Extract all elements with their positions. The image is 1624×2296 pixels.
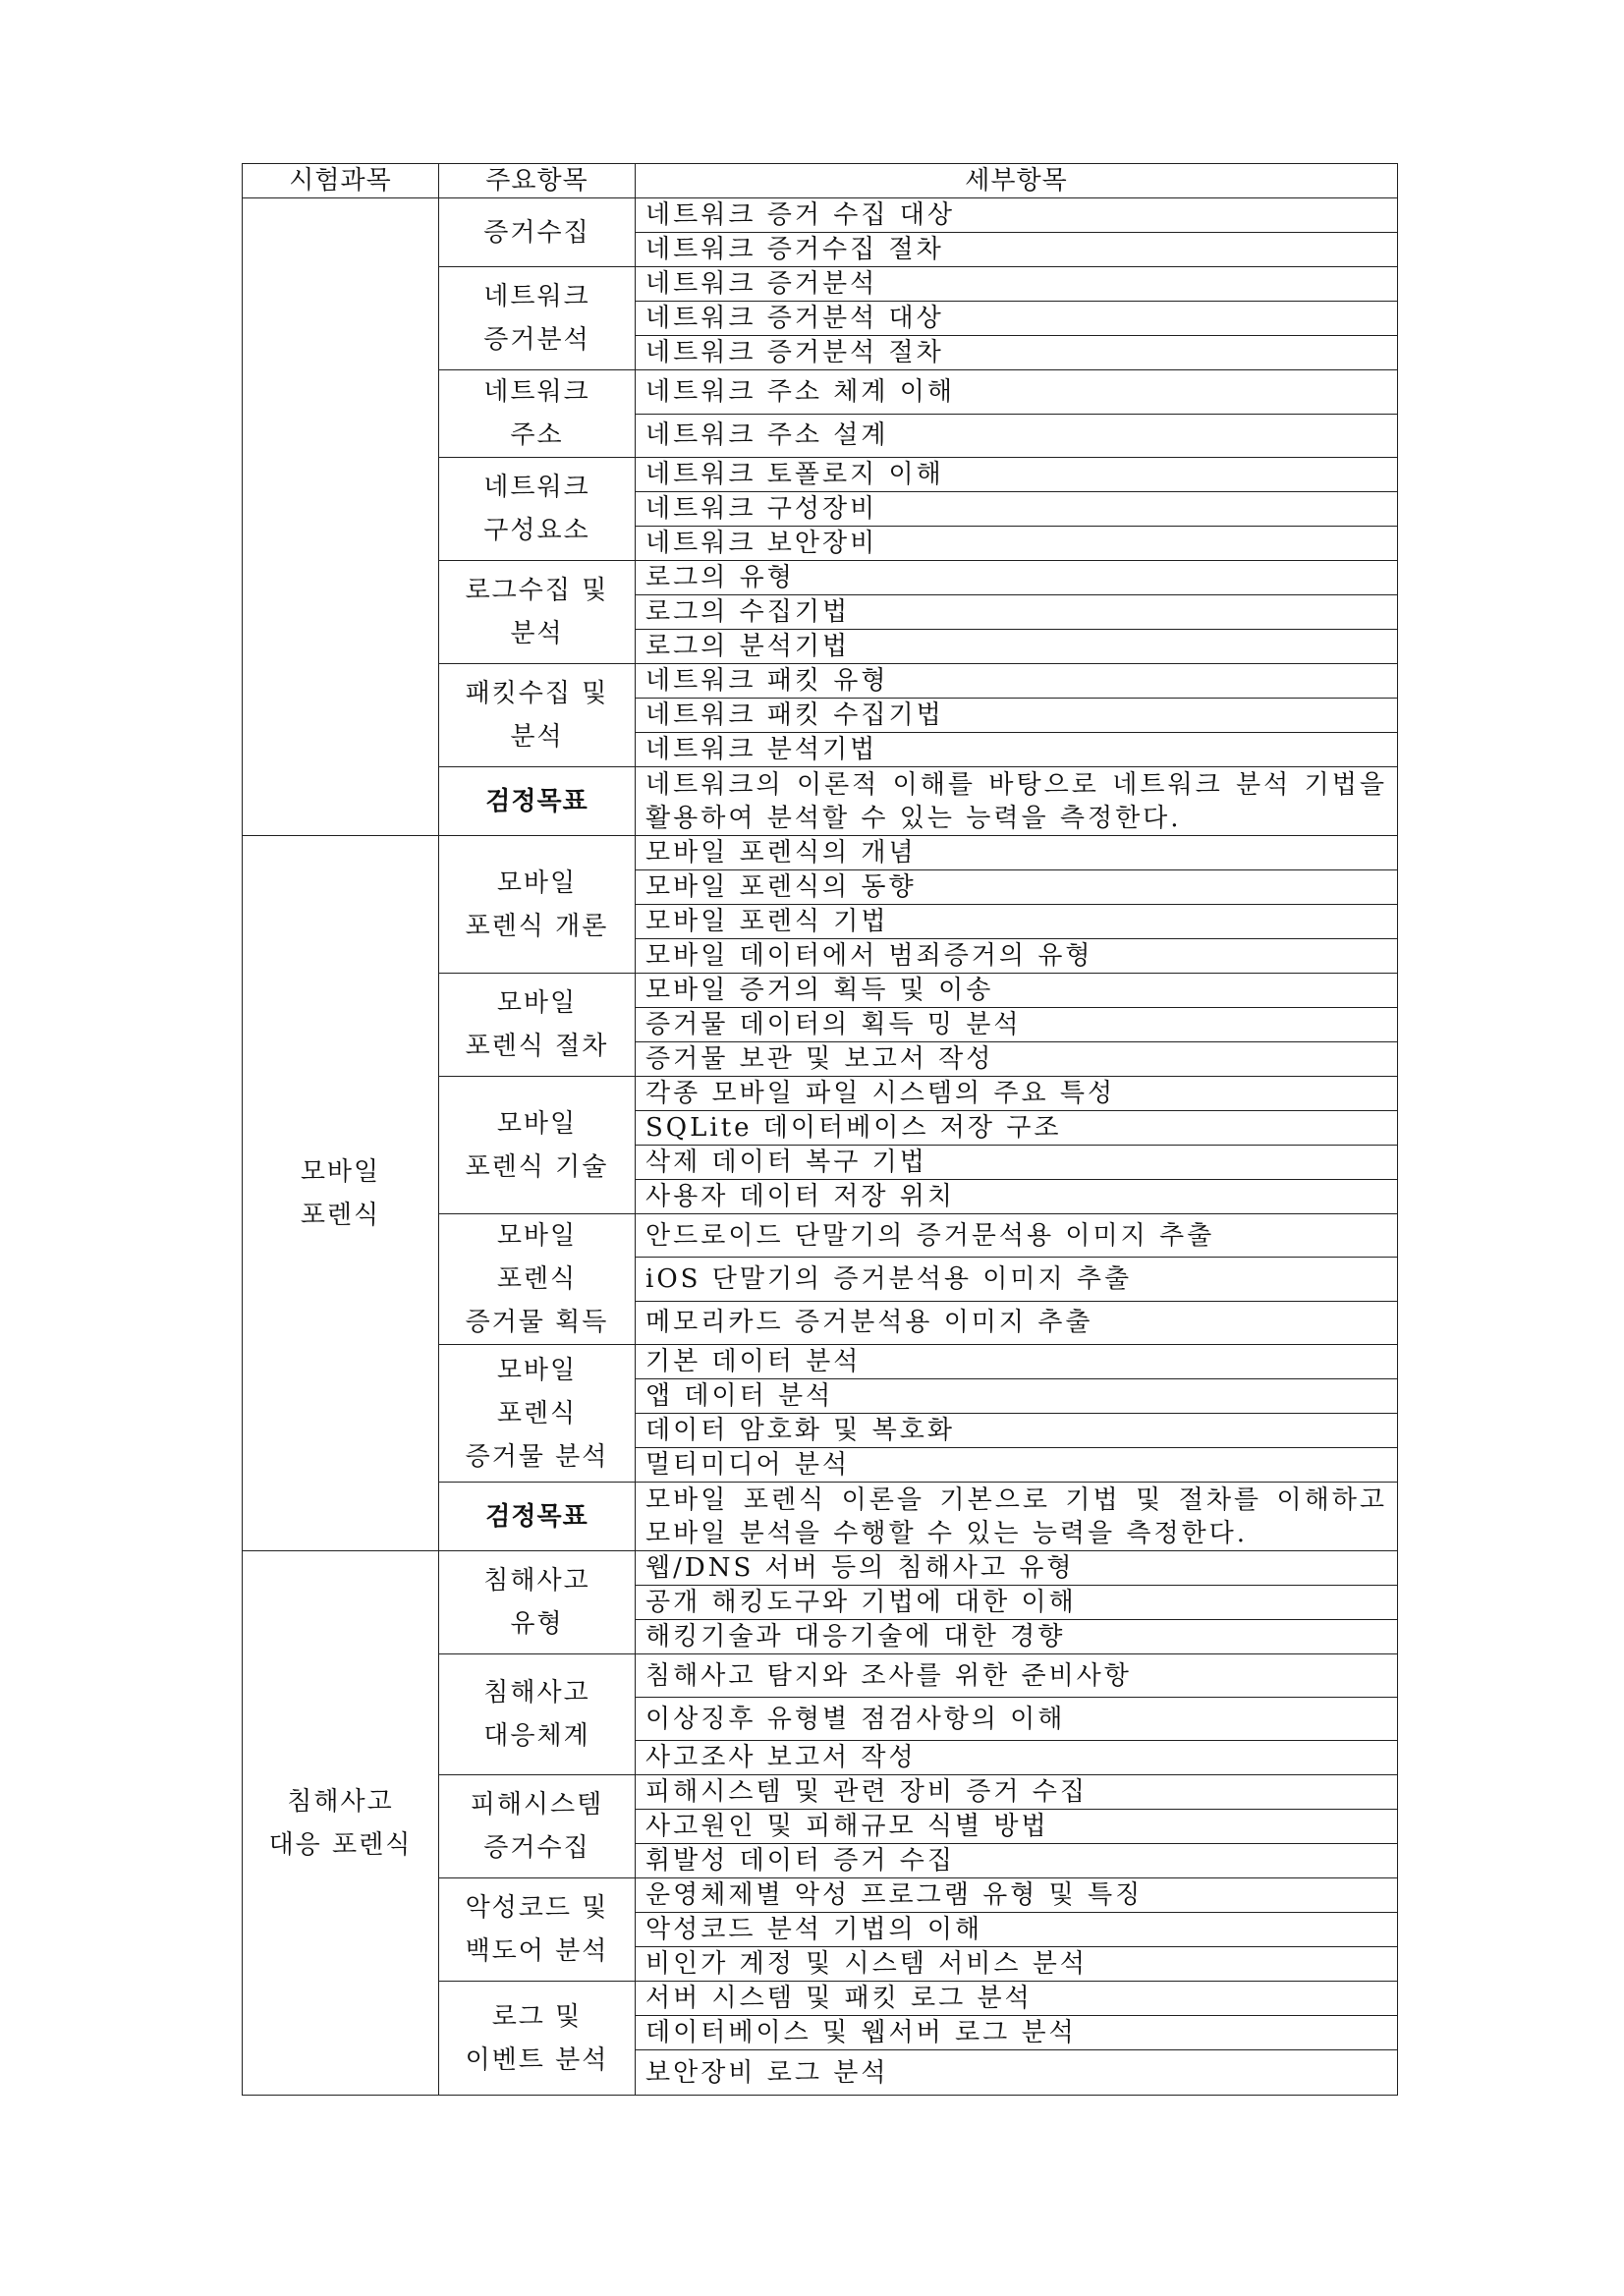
goal-label-cell: 검정목표: [439, 767, 636, 836]
detail-item-cell: SQLite 데이터베이스 저장 구조: [636, 1111, 1398, 1146]
detail-item-cell: 악성코드 분석 기법의 이해: [636, 1913, 1398, 1947]
detail-item-cell: 피해시스템 및 관련 장비 증거 수집: [636, 1775, 1398, 1810]
detail-item-cell: 데이터 암호화 및 복호화: [636, 1414, 1398, 1448]
detail-item-cell: 안드로이드 단말기의 증거문석용 이미지 추출: [636, 1214, 1398, 1258]
detail-item-cell: 로그의 수집기법: [636, 595, 1398, 630]
detail-item-cell: 멀티미디어 분석: [636, 1448, 1398, 1483]
major-item-cell: [439, 664, 636, 767]
detail-item-cell: 네트워크 패킷 수집기법: [636, 699, 1398, 733]
major-item-line: 구성요소: [483, 516, 590, 545]
major-item-cell: [439, 836, 636, 974]
major-item-cell: [439, 458, 636, 561]
major-item-cell: [439, 1077, 636, 1214]
subject-line: 침해사고: [287, 1786, 394, 1817]
subject-cell: [243, 198, 439, 836]
major-item-line: 네트워크: [483, 473, 590, 502]
header-major-item: 주요항목: [439, 164, 636, 198]
detail-item-cell: 각종 모바일 파일 시스템의 주요 특성: [636, 1077, 1398, 1111]
detail-item-cell: 로그의 유형: [636, 561, 1398, 595]
table-row: [243, 1551, 1398, 1586]
major-item-cell: [439, 561, 636, 664]
major-item-cell: [439, 370, 636, 458]
detail-item-cell: 네트워크 구성장비: [636, 492, 1398, 527]
major-item-line: 악성코드 및: [465, 1893, 609, 1923]
detail-item-cell: 사고원인 및 피해규모 식별 방법: [636, 1810, 1398, 1844]
major-item-line: 네트워크: [483, 282, 590, 311]
detail-item-cell: 앱 데이터 분석: [636, 1379, 1398, 1414]
major-item-line: 모바일: [496, 868, 578, 898]
detail-item-cell: 데이터베이스 및 웹서버 로그 분석: [636, 2016, 1398, 2050]
detail-item-cell: 네트워크 증거수집 절차: [636, 233, 1398, 267]
subject-cell: [243, 836, 439, 1551]
detail-item-cell: iOS 단말기의 증거분석용 이미지 추출: [636, 1258, 1398, 1301]
header-detail-item: 세부항목: [636, 164, 1398, 198]
detail-item-cell: 로그의 분석기법: [636, 630, 1398, 664]
detail-item-cell: 네트워크 주소 체계 이해: [636, 370, 1398, 415]
header-row: [243, 164, 1398, 198]
major-item-line: 유형: [510, 1609, 564, 1639]
major-item-line: 로그수집 및: [465, 576, 609, 605]
major-item-cell: [439, 1775, 636, 1878]
detail-item-cell: 서버 시스템 및 패킷 로그 분석: [636, 1982, 1398, 2016]
major-item-line: 모바일: [496, 1108, 578, 1139]
detail-item-cell: 사용자 데이터 저장 위치: [636, 1180, 1398, 1214]
major-item-line: 침해사고: [483, 1566, 590, 1596]
major-item-cell: [439, 1982, 636, 2096]
subject-line: 모바일: [300, 1156, 381, 1187]
detail-item-cell: 보안장비 로그 분석: [636, 2050, 1398, 2096]
subject-line: 포렌식: [300, 1200, 381, 1230]
major-item-cell: [439, 198, 636, 267]
detail-item-cell: 모바일 포렌식 기법: [636, 905, 1398, 939]
detail-item-cell: 네트워크 증거분석 대상: [636, 302, 1398, 336]
detail-item-cell: 모바일 포렌식의 동향: [636, 870, 1398, 905]
detail-item-cell: 네트워크 보안장비: [636, 527, 1398, 561]
detail-item-cell: 네트워크 증거 수집 대상: [636, 198, 1398, 233]
major-item-line: 증거수집: [483, 217, 590, 248]
detail-item-cell: 모바일 데이터에서 범죄증거의 유형: [636, 939, 1398, 974]
detail-item-cell: 네트워크 주소 설계: [636, 414, 1398, 458]
detail-item-cell: 증거물 보관 및 보고서 작성: [636, 1042, 1398, 1077]
detail-item-cell: 웹/DNS 서버 등의 침해사고 유형: [636, 1551, 1398, 1586]
major-item-cell: [439, 1654, 636, 1775]
goal-text-cell: 모바일 포렌식 이론을 기본으로 기법 및 절차를 이해하고 모바일 분석을 수행할 수 있는 능력을 측정한다.: [636, 1483, 1398, 1551]
major-item-line: 분석: [510, 619, 564, 648]
table-body: [243, 198, 1398, 2096]
major-item-cell: [439, 267, 636, 370]
major-item-line: 분석: [510, 722, 564, 752]
major-item-line: 주소: [510, 420, 564, 450]
major-item-line: 포렌식: [496, 1264, 578, 1294]
detail-item-cell: 네트워크 증거분석: [636, 267, 1398, 302]
subject-cell: [243, 1551, 439, 2096]
subject-line: 대응 포렌식: [268, 1829, 413, 1860]
major-item-line: 포렌식 개론: [465, 911, 609, 941]
detail-item-cell: 공개 해킹도구와 기법에 대한 이해: [636, 1586, 1398, 1620]
detail-item-cell: 운영체제별 악성 프로그램 유형 및 특징: [636, 1878, 1398, 1913]
goal-text-cell: 네트워크의 이론적 이해를 바탕으로 네트워크 분석 기법을 활용하여 분석할 수 있는 능력을 측정한다.: [636, 767, 1398, 836]
detail-item-cell: 비인가 계정 및 시스템 서비스 분석: [636, 1947, 1398, 1982]
major-item-line: 포렌식 기술: [465, 1151, 609, 1182]
table-row: [243, 836, 1398, 870]
header-subject: 시험과목: [243, 164, 439, 198]
major-item-line: 모바일: [496, 1221, 578, 1251]
detail-item-cell: 네트워크 분석기법: [636, 733, 1398, 767]
major-item-line: 증거분석: [483, 325, 590, 355]
major-item-line: 대응체계: [483, 1721, 590, 1751]
major-item-line: 로그 및: [491, 2001, 583, 2032]
major-item-cell: [439, 1551, 636, 1654]
major-item-line: 피해시스템: [470, 1790, 604, 1820]
major-item-line: 증거수집: [483, 1833, 590, 1863]
major-item-line: 증거물 획득: [465, 1308, 609, 1337]
major-item-line: 증거물 분석: [465, 1441, 609, 1472]
detail-item-cell: 기본 데이터 분석: [636, 1345, 1398, 1379]
major-item-line: 패킷수집 및: [465, 679, 609, 708]
detail-item-cell: 모바일 포렌식의 개념: [636, 836, 1398, 870]
major-item-line: 모바일: [496, 988, 578, 1018]
major-item-line: 모바일: [496, 1355, 578, 1385]
goal-label-cell: 검정목표: [439, 1483, 636, 1551]
detail-item-cell: 네트워크 패킷 유형: [636, 664, 1398, 699]
major-item-line: 포렌식 절차: [465, 1032, 609, 1061]
detail-item-cell: 침해사고 탐지와 조사를 위한 준비사항: [636, 1654, 1398, 1698]
detail-item-cell: 이상징후 유형별 점검사항의 이해: [636, 1698, 1398, 1741]
curriculum-table: [242, 163, 1398, 2096]
detail-item-cell: 삭제 데이터 복구 기법: [636, 1146, 1398, 1180]
detail-item-cell: 사고조사 보고서 작성: [636, 1741, 1398, 1775]
detail-item-cell: 네트워크 토폴로지 이해: [636, 458, 1398, 492]
major-item-cell: [439, 1345, 636, 1483]
detail-item-cell: 네트워크 증거분석 절차: [636, 336, 1398, 370]
major-item-line: 침해사고: [483, 1678, 590, 1708]
major-item-cell: [439, 974, 636, 1077]
major-item-line: 백도어 분석: [465, 1936, 609, 1966]
table-row: [243, 198, 1398, 233]
detail-item-cell: 모바일 증거의 획득 및 이송: [636, 974, 1398, 1008]
major-item-cell: [439, 1214, 636, 1345]
detail-item-cell: 메모리카드 증거분석용 이미지 추출: [636, 1301, 1398, 1344]
major-item-cell: [439, 1878, 636, 1982]
detail-item-cell: 휘발성 데이터 증거 수집: [636, 1844, 1398, 1878]
major-item-line: 네트워크: [483, 377, 590, 407]
detail-item-cell: 증거물 데이터의 획득 밍 분석: [636, 1008, 1398, 1042]
major-item-line: 포렌식: [496, 1398, 578, 1428]
major-item-line: 이벤트 분석: [465, 2044, 609, 2075]
detail-item-cell: 해킹기술과 대응기술에 대한 경향: [636, 1620, 1398, 1654]
